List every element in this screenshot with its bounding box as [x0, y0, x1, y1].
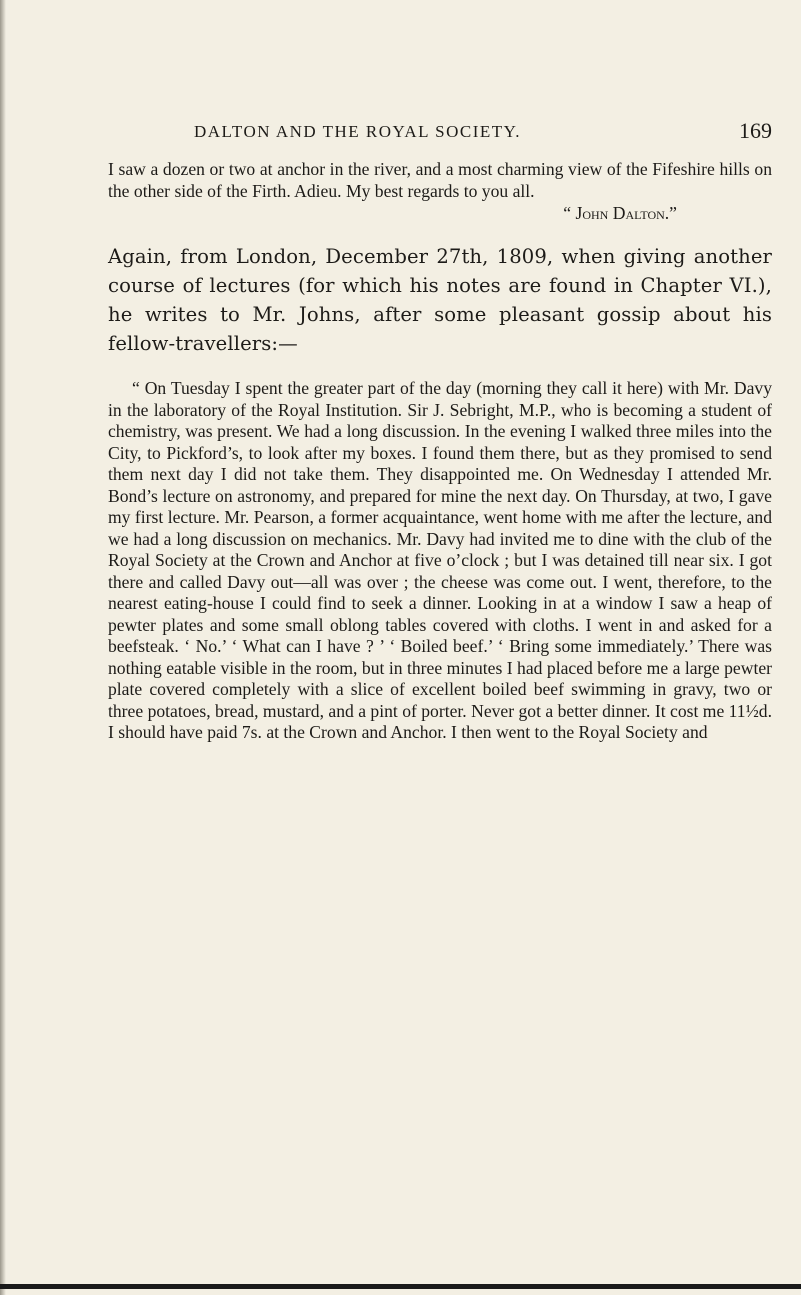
letter-signature: “ John Dalton.” [563, 203, 677, 223]
quoted-letter-paragraph: “ On Tuesday I spent the greater part of the day (morning they call it here) with Mr. Davy in the laboratory of the Royal Institution. Sir J. Sebright, M.P., who is becoming a student of chemistry, was present. We had a long discussion. In the evening I walked three miles into the City, to Pickford’s, to look after my boxes. I found them there, but as they promised to send them next day I did not take them. They disappointed me. On Wednesday I attended Mr. Bond’s lecture on astronomy, and prepared for mine the next day. On Thursday, at two, I gave my first lecture. Mr. Pearson, a former acquaintance, went home with me after the lecture, and we had a long discussion on mechanics. Mr. Davy had invited me to dine with the club of the Royal Society at the Crown and Anchor at five o’clock ; but I was detained till near six. I got there and called Davy out—all was over ; the cheese was come out. I went, therefore, to the nearest eating-house I could find to seek a dinner. Looking in at a window I saw a heap of pewter plates and some small oblong tables covered with cloths. I went in and asked for a beefsteak. ‘ No.’ ‘ What can I have ? ’ ‘ Boiled beef.’ ‘ Bring some immediately.’ There was nothing eatable visible in the room, but in three minutes I had placed before me a large pewter plate covered completely with a slice of excellent boiled beef swimming in gravy, two or three potatoes, bread, mustard, and a pint of porter. Never got a better dinner. It cost me 11½d. I should have paid 7s. at the Crown and Anchor. I then went to the Royal Society and [108, 378, 772, 742]
running-head [108, 118, 772, 148]
page-edge-shadow [0, 0, 6, 1295]
letter-continuation-paragraph: I saw a dozen or two at anchor in the river, and a most charming view of the Fifeshire hills on the other side of the Firth. Adieu. My best regards to you all. [108, 159, 772, 201]
page-content [108, 118, 772, 744]
page-number: 169 [739, 118, 772, 143]
narrative-paragraph: Again, from London, December 27th, 1809, when giving another course of lectures (for which his notes are found in Chapter VI.), he writes to Mr. Johns, after some pleasant gossip about his fellow-travellers:— [108, 245, 772, 355]
bottom-edge-rule [0, 1284, 801, 1289]
running-title: DALTON AND THE ROYAL SOCIETY. [194, 122, 522, 141]
